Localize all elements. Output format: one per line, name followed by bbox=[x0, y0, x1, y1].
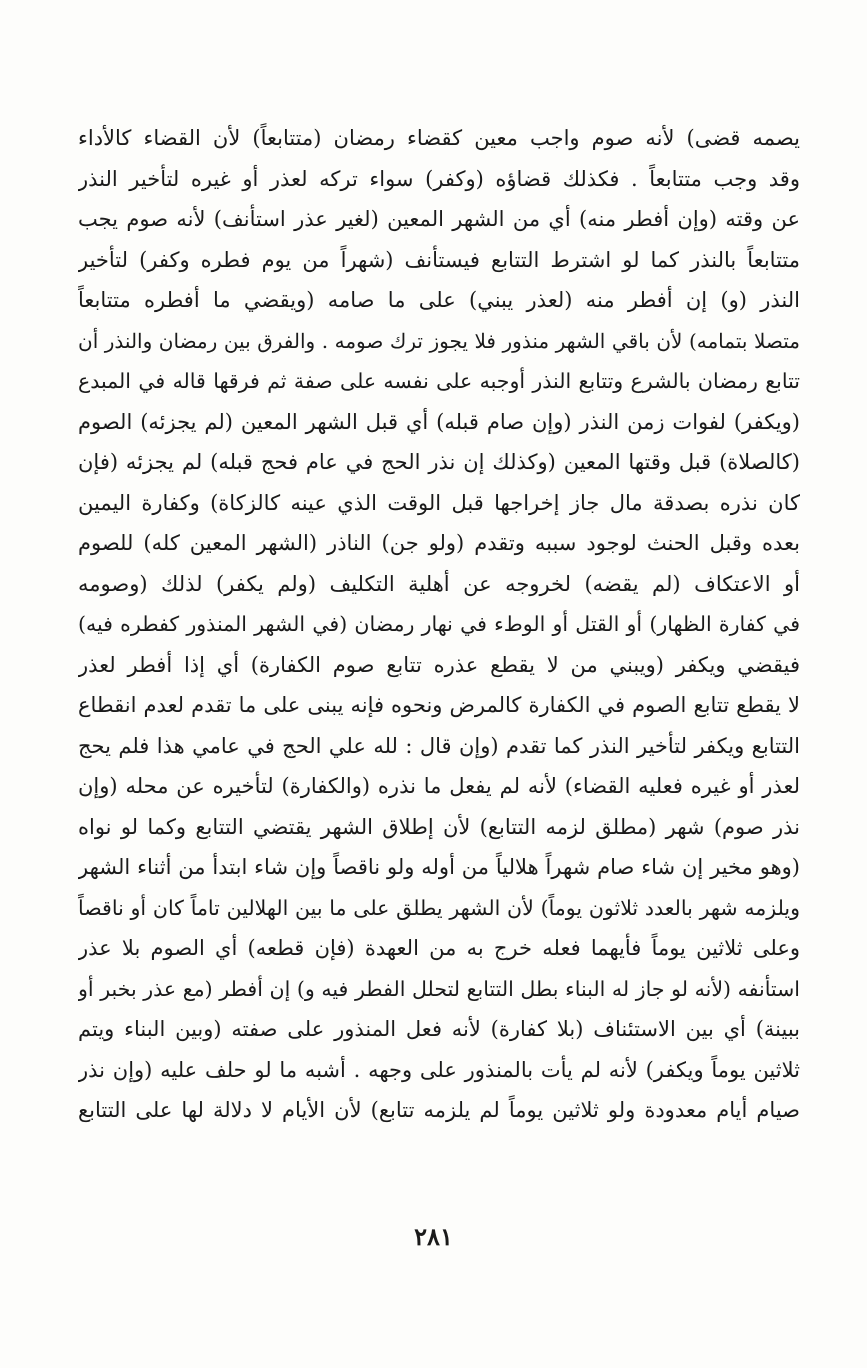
text-line: يصمه قضى) لأنه صوم واجب معين كقضاء رمضان (متتابعاً) لأن القضاء كالأداء bbox=[78, 126, 800, 150]
text-line: النذر (و) إن أفطر منه (لعذر يبني) على ما صامه (ويقضي ما أفطره متتابعاً bbox=[78, 288, 800, 312]
text-line: تتابع رمضان بالشرع وتتابع النذر أوجبه على نفسه على صفة ثم فرقها قاله في المبدع bbox=[78, 369, 800, 393]
text-line: استأنفه (لأنه لو جاز له البناء بطل التتابع لتحلل الفطر فيه و) إن أفطر (مع عذر بخبر أو bbox=[78, 976, 800, 1001]
text-line: لعذر أو غيره فعليه القضاء) لأنه لم يفعل ما نذره (والكفارة) لتأخيره عن محله (وإن bbox=[78, 774, 800, 798]
text-line: بعده وقبل الحنث لوجود سببه وتقدم (ولو جن) الناذر (الشهر المعين كله) للصوم bbox=[78, 531, 800, 555]
text-line: متتابعاً بالنذر كما لو اشترط التتابع فيستأنف (شهراً من يوم فطره وكفر) لتأخير bbox=[78, 247, 800, 272]
text-line: لا يقطع تتابع الصوم في الكفارة كالمرض ونحوه فإنه يبنى على ما تقدم لعدم انقطاع bbox=[78, 693, 800, 717]
text-line: فيقضي ويكفر (ويبني من لا يقطع عذره تتابع صوم الكفارة) أي إذا أفطر لعذر bbox=[78, 652, 800, 677]
text-line: ثلاثين يوماً ويكفر) لأنه لم يأت بالمنذور على وجهه . أشبه ما لو حلف عليه (وإن نذر bbox=[78, 1057, 800, 1082]
text-line: متصلا بتمامه) لأن باقي الشهر منذور فلا يجوز ترك صومه . والفرق بين رمضان والنذر أن bbox=[78, 328, 800, 353]
text-line: في كفارة الظهار) أو القتل أو الوطء في نهار رمضان (في الشهر المنذور كفطره فيه) bbox=[78, 612, 800, 636]
text-line: وعلى ثلاثين يوماً فأيهما فعله خرج به من العهدة (فإن قطعه) أي الصوم بلا عذر bbox=[78, 936, 800, 960]
body-text bbox=[78, 118, 800, 1131]
text-line: عن وقته (وإن أفطر منه) أي من الشهر المعين (لغير عذر استأنف) لأنه صوم يجب bbox=[78, 207, 800, 231]
text-line: صيام أيام معدودة ولو ثلاثين يوماً لم يلزمه تتابع) لأن الأيام لا دلالة لها على التتابع bbox=[78, 1098, 800, 1122]
text-line: وقد وجب متتابعاً . فكذلك قضاؤه (وكفر) سواء تركه لعذر أو غيره لتأخير النذر bbox=[78, 166, 800, 191]
text-line: ببينة) أي بين الاستئناف (بلا كفارة) لأنه فعل المنذور على صفته (وبين البناء ويتم bbox=[78, 1017, 800, 1041]
page-number: ٢٨١ bbox=[414, 1222, 453, 1251]
text-line: كان نذره بصدقة مال جاز إخراجها قبل الوقت الذي عينه كالزكاة) وكفارة اليمين bbox=[78, 490, 800, 515]
text-line: أو الاعتكاف (لم يقضه) لخروجه عن أهلية التكليف (ولم يكفر) لذلك (وصومه bbox=[78, 571, 800, 596]
text-line: نذر صوم) شهر (مطلق لزمه التتابع) لأن إطلاق الشهر يقتضي التتابع وكما لو نواه bbox=[78, 814, 800, 839]
text-line: ويلزمه شهر بالعدد ثلاثون يوماً) لأن الشهر يطلق على ما بين الهلالين تاماً كان أو ناقصاً bbox=[78, 895, 800, 920]
text-line: (كالصلاة) قبل وقتها المعين (وكذلك إن نذر الحج في عام فحج قبله) لم يجزئه (فإن bbox=[78, 450, 800, 474]
text-line: (ويكفر) لفوات زمن النذر (وإن صام قبله) أي قبل الشهر المعين (لم يجزئه) الصوم bbox=[78, 409, 800, 434]
text-line: (وهو مخير إن شاء صام شهراً هلالياً من أوله ولو ناقصاً وإن شاء ابتدأ من أثناء الشهر bbox=[78, 855, 800, 879]
text-line: التتابع ويكفر لتأخير النذر كما تقدم (وإن قال : لله علي الحج في عامي هذا فلم يحج bbox=[78, 733, 800, 758]
